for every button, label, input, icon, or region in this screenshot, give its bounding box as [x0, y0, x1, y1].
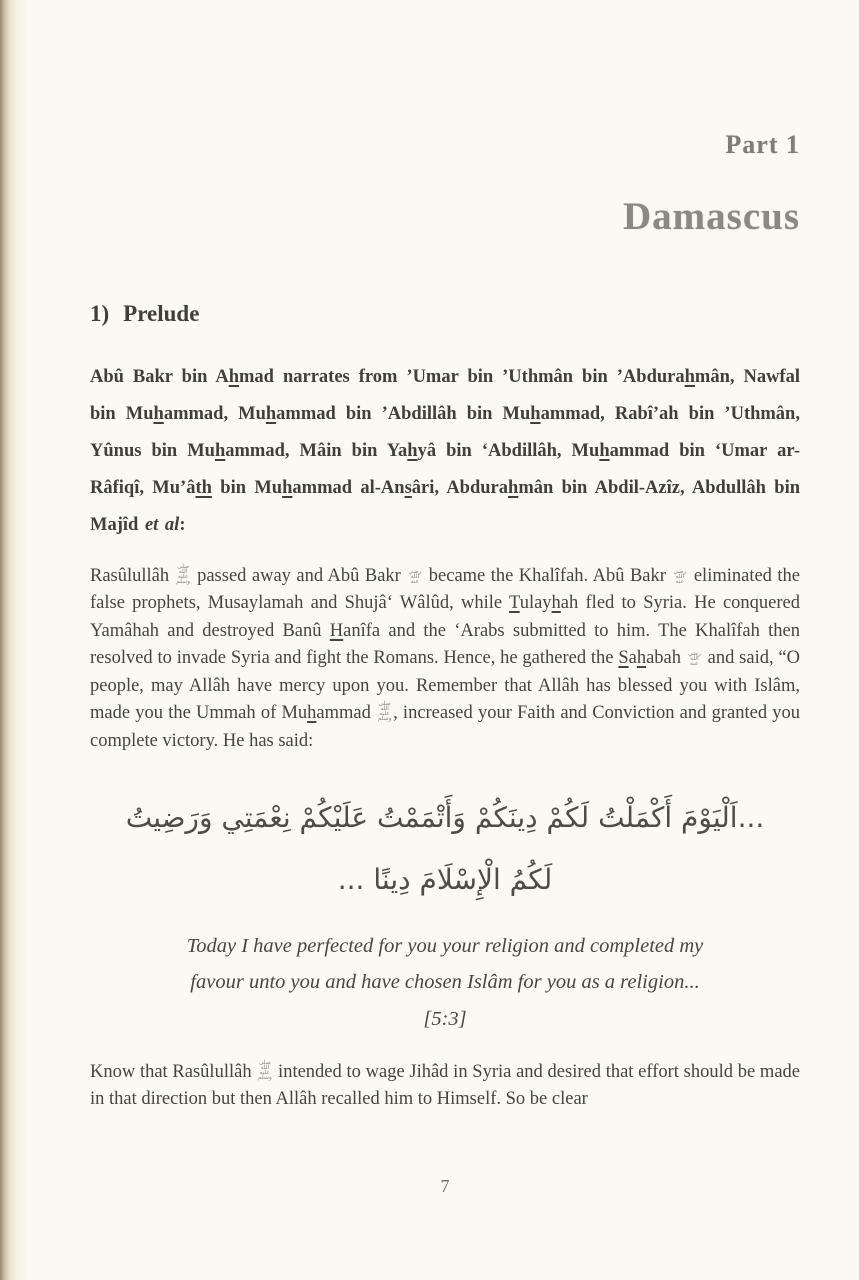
verse-translation-line2: favour unto you and have chosen Islâm for you as a religion... — [190, 970, 700, 993]
verse-translation — [90, 928, 800, 1000]
section-title: Prelude — [123, 301, 200, 326]
honorific-saw-icon: صلى الله عليه وسلم — [176, 562, 191, 585]
quran-verse-arabic-line2: لَكُمُ الْإِسْلَامَ دِينًا ... — [337, 862, 553, 896]
part-label: Part 1 — [725, 130, 800, 159]
section-number: 1) — [90, 301, 110, 326]
narrators-paragraph: Abû Bakr bin Ahmad narrates from ’Umar bin ’Uthmân bin ’Abdurahmân, Nawfal bin Muhammad, Muhammad bin ’Abdillâh bin Muhammad, Rabî’ah bin ’Uthmân, Yûnus bin Muhammad, Mâin bin Yahyâ bin ‘Abdillâh, Muhammad bin ‘Umar ar-Râfiqî, Mu’âth bin Muhammad al-Ansâri, Abdurahmân bin Abdil-Azîz, Abdullâh bin Majîd et al: — [90, 367, 801, 535]
closing-paragraph: Know that Rasûlullâh صلى الله عليه وسلم intended to wage Jihâd in Syria and desired that effort should be made in that direction but then Allâh recalled him to Himself. So be clear — [90, 1058, 800, 1110]
verse-translation-line1: Today I have perfected for you your religion and completed my — [186, 934, 704, 957]
quran-verse-arabic-line1: ...اَلْيَوْمَ أَكْمَلْتُ لَكُمْ دِينَكُمْ وَأَتْمَمْتُ عَلَيْكُمْ نِعْمَتِي وَرَضِيتُ — [125, 800, 765, 834]
page-content — [90, 0, 800, 1132]
chapter-title: Damascus — [622, 195, 800, 238]
honorific-ra-icon: رضي الله عنه — [687, 650, 701, 668]
book-page-edge — [0, 0, 30, 1280]
honorific-saw-icon: صلى الله عليه وسلم — [377, 700, 392, 723]
honorific-ra-icon: رضي الله عنه — [673, 567, 687, 585]
honorific-saw-icon: صلى الله عليه وسلم — [257, 1058, 272, 1081]
honorific-ra-icon: رضي الله عنه — [408, 567, 422, 585]
body-paragraph: Rasûlullâh صلى الله عليه وسلم passed away and Abû Bakr رضي الله عنه became the Khalîfah. Abû Bakr رضي الله عنه eliminated the false prophets, Musaylamah and Shujâ‘ Wâlûd, while Tulayhah fled to Syria. He conquered Yamâhah and destroyed Banû Hanîfa and the ‘Arabs submitted to him. The Khalîfah then resolved to invade Syria and fight the Romans. Hence, he gathered the Sahabah رضي الله عنه and said, “O people, may Allâh have mercy upon you. Remember that Allâh has blessed you with Islâm, made you the Ummah of Muhammad صلى الله عليه وسلم, increased your Faith and Conviction and granted you complete victory. He has said: — [90, 562, 801, 752]
verse-reference: [5:3] — [423, 1007, 467, 1030]
section-heading — [90, 301, 800, 327]
page-number: 7 — [440, 1176, 450, 1196]
